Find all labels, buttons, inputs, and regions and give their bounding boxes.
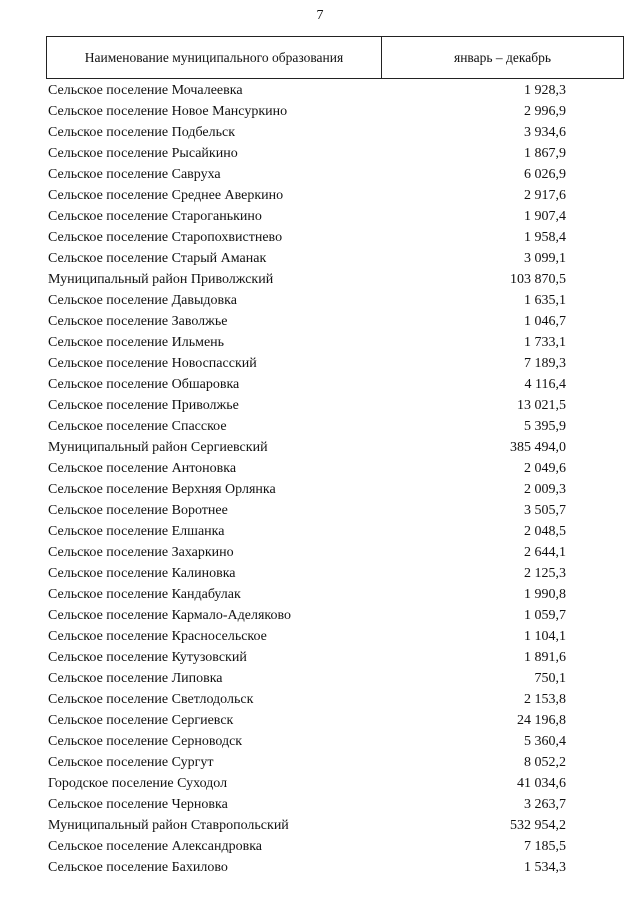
period-value: 2 125,3 bbox=[524, 566, 566, 581]
municipality-name: Муниципальный район Сергиевский bbox=[48, 440, 268, 455]
municipality-name: Сельское поселение Елшанка bbox=[48, 524, 225, 539]
municipality-name: Сельское поселение Новое Мансуркино bbox=[48, 104, 288, 119]
period-value: 2 048,5 bbox=[524, 524, 566, 539]
table-row bbox=[48, 374, 608, 395]
period-value: 24 196,8 bbox=[517, 713, 566, 728]
period-value: 3 934,6 bbox=[524, 125, 566, 140]
table-row bbox=[48, 584, 608, 605]
municipality-name: Сельское поселение Липовка bbox=[48, 671, 223, 686]
table-row bbox=[48, 752, 608, 773]
table-body bbox=[48, 80, 608, 878]
period-value: 2 917,6 bbox=[524, 188, 566, 203]
column-header-name: Наименование муниципального образования bbox=[47, 37, 382, 78]
municipality-name: Сельское поселение Приволжье bbox=[48, 398, 239, 413]
municipality-name: Сельское поселение Кармало-Аделяково bbox=[48, 608, 292, 623]
period-value: 1 907,4 bbox=[524, 209, 566, 224]
table-row bbox=[48, 395, 608, 416]
table-header bbox=[46, 36, 624, 79]
period-value: 1 867,9 bbox=[524, 146, 566, 161]
municipality-name: Сельское поселение Подбельск bbox=[48, 125, 235, 140]
table-row bbox=[48, 122, 608, 143]
municipality-name: Сельское поселение Старопохвистнево bbox=[48, 230, 283, 245]
table-row bbox=[48, 815, 608, 836]
municipality-name: Сельское поселение Мочалеевка bbox=[48, 83, 243, 98]
municipality-name: Сельское поселение Светлодольск bbox=[48, 692, 254, 707]
period-value: 1 104,1 bbox=[524, 629, 566, 644]
table-row bbox=[48, 479, 608, 500]
page-number: 7 bbox=[316, 8, 324, 23]
table-row bbox=[48, 605, 608, 626]
municipality-name: Сельское поселение Захаркино bbox=[48, 545, 234, 560]
municipality-name: Сельское поселение Черновка bbox=[48, 797, 228, 812]
period-value: 1 046,7 bbox=[524, 314, 566, 329]
period-value: 41 034,6 bbox=[517, 776, 566, 791]
table-row bbox=[48, 710, 608, 731]
table-row bbox=[48, 647, 608, 668]
municipality-name: Сельское поселение Сургут bbox=[48, 755, 214, 770]
municipality-name: Сельское поселение Воротнее bbox=[48, 503, 228, 518]
period-value: 6 026,9 bbox=[524, 167, 566, 182]
municipality-name: Сельское поселение Бахилово bbox=[48, 860, 228, 875]
table-row bbox=[48, 416, 608, 437]
period-value: 3 505,7 bbox=[524, 503, 566, 518]
period-value: 1 733,1 bbox=[524, 335, 566, 350]
municipality-name: Сельское поселение Верхняя Орлянка bbox=[48, 482, 276, 497]
period-value: 2 009,3 bbox=[524, 482, 566, 497]
table-row bbox=[48, 794, 608, 815]
table-row bbox=[48, 332, 608, 353]
table-row bbox=[48, 689, 608, 710]
municipality-name: Сельское поселение Староганькино bbox=[48, 209, 262, 224]
municipality-name: Сельское поселение Давыдовка bbox=[48, 293, 237, 308]
municipality-name: Муниципальный район Приволжский bbox=[48, 272, 274, 287]
period-value: 2 996,9 bbox=[524, 104, 566, 119]
municipality-name: Сельское поселение Кандабулак bbox=[48, 587, 241, 602]
table-row bbox=[48, 248, 608, 269]
table-row bbox=[48, 668, 608, 689]
period-value: 7 189,3 bbox=[524, 356, 566, 371]
table-row bbox=[48, 227, 608, 248]
table-row bbox=[48, 101, 608, 122]
municipality-name: Сельское поселение Савруха bbox=[48, 167, 221, 182]
period-value: 2 153,8 bbox=[524, 692, 566, 707]
period-value: 532 954,2 bbox=[510, 818, 566, 833]
period-value: 750,1 bbox=[534, 671, 566, 686]
period-value: 103 870,5 bbox=[510, 272, 566, 287]
municipality-name: Сельское поселение Заволжье bbox=[48, 314, 228, 329]
period-value: 3 263,7 bbox=[524, 797, 566, 812]
municipality-name: Сельское поселение Сергиевск bbox=[48, 713, 234, 728]
table-row bbox=[48, 80, 608, 101]
period-value: 2 049,6 bbox=[524, 461, 566, 476]
municipality-name: Сельское поселение Рысайкино bbox=[48, 146, 238, 161]
period-value: 1 635,1 bbox=[524, 293, 566, 308]
municipality-name: Сельское поселение Александровка bbox=[48, 839, 263, 854]
table-row bbox=[48, 185, 608, 206]
table-row bbox=[48, 773, 608, 794]
period-value: 1 990,8 bbox=[524, 587, 566, 602]
table-row bbox=[48, 290, 608, 311]
municipality-name: Сельское поселение Красносельское bbox=[48, 629, 267, 644]
municipality-name: Сельское поселение Обшаровка bbox=[48, 377, 240, 392]
table-row bbox=[48, 458, 608, 479]
municipality-name: Сельское поселение Антоновка bbox=[48, 461, 237, 476]
period-value: 5 360,4 bbox=[524, 734, 566, 749]
municipality-name: Муниципальный район Ставропольский bbox=[48, 818, 289, 833]
table-row bbox=[48, 164, 608, 185]
municipality-name: Сельское поселение Ильмень bbox=[48, 335, 225, 350]
table-row bbox=[48, 206, 608, 227]
period-value: 8 052,2 bbox=[524, 755, 566, 770]
municipality-name: Городское поселение Суходол bbox=[48, 776, 228, 791]
table-row bbox=[48, 521, 608, 542]
period-value: 3 099,1 bbox=[524, 251, 566, 266]
period-value: 7 185,5 bbox=[524, 839, 566, 854]
period-value: 385 494,0 bbox=[510, 440, 566, 455]
period-value: 1 928,3 bbox=[524, 83, 566, 98]
period-value: 5 395,9 bbox=[524, 419, 566, 434]
table-row bbox=[48, 857, 608, 878]
period-value: 2 644,1 bbox=[524, 545, 566, 560]
period-value: 1 059,7 bbox=[524, 608, 566, 623]
period-value: 13 021,5 bbox=[517, 398, 566, 413]
table-row bbox=[48, 563, 608, 584]
period-value: 1 891,6 bbox=[524, 650, 566, 665]
table-row bbox=[48, 437, 608, 458]
table-row bbox=[48, 626, 608, 647]
municipality-name: Сельское поселение Среднее Аверкино bbox=[48, 188, 284, 203]
period-value: 1 534,3 bbox=[524, 860, 566, 875]
municipality-name: Сельское поселение Старый Аманак bbox=[48, 251, 267, 266]
table-row bbox=[48, 500, 608, 521]
municipality-name: Сельское поселение Новоспасский bbox=[48, 356, 257, 371]
municipality-name: Сельское поселение Кутузовский bbox=[48, 650, 247, 665]
table-row bbox=[48, 269, 608, 290]
table-row bbox=[48, 731, 608, 752]
table-row bbox=[48, 836, 608, 857]
table-row bbox=[48, 143, 608, 164]
table-row bbox=[48, 311, 608, 332]
column-header-period: январь – декабрь bbox=[453, 49, 551, 65]
municipality-name: Сельское поселение Калиновка bbox=[48, 566, 236, 581]
period-value: 1 958,4 bbox=[524, 230, 566, 245]
table-row bbox=[48, 542, 608, 563]
period-value: 4 116,4 bbox=[524, 377, 566, 392]
municipality-name: Сельское поселение Серноводск bbox=[48, 734, 243, 749]
table-row bbox=[48, 353, 608, 374]
municipality-name: Сельское поселение Спасское bbox=[48, 419, 227, 434]
